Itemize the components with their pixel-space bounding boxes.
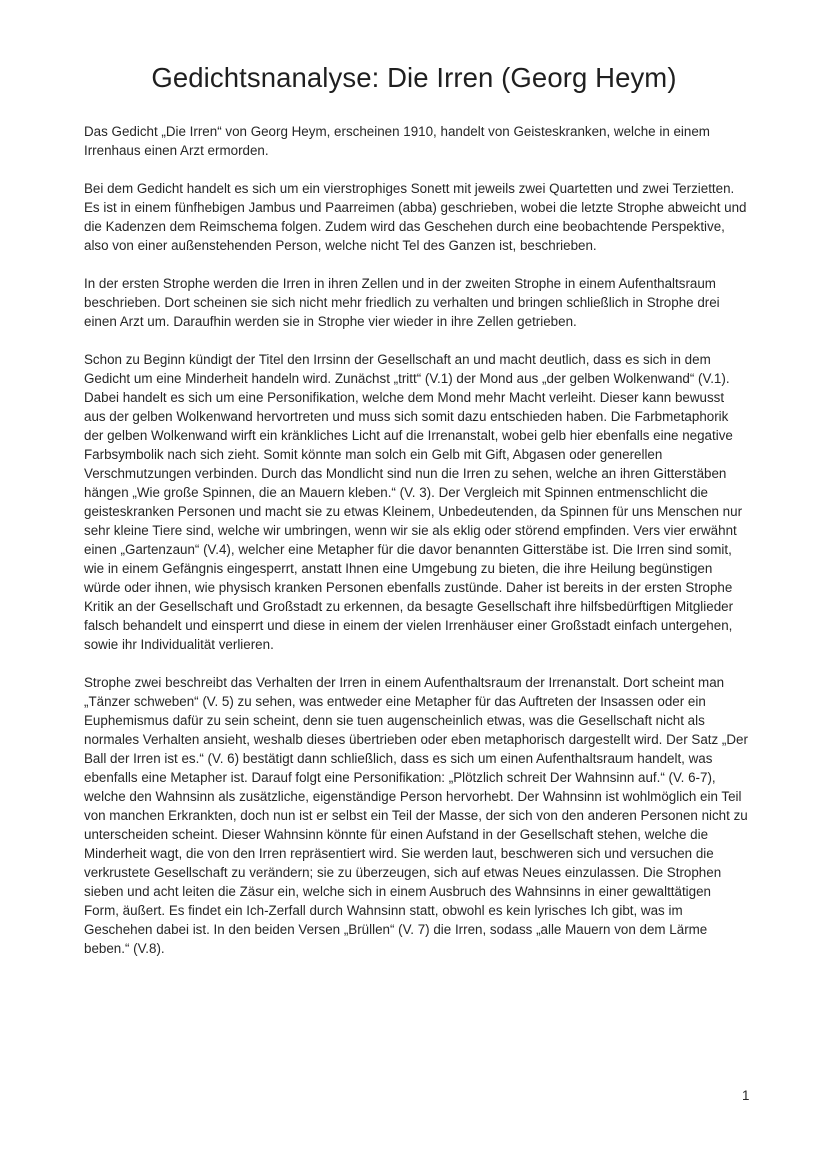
paragraph-strophe-one: Schon zu Beginn kündigt der Titel den Irrsinn der Gesellschaft an und macht deutlich, dass es sich in dem Gedicht um eine Minderheit handeln wird. Zunächst „tritt“ (V.1) der Mond aus „der gelben Wolkenwand“ (V.1). Dabei handelt es sich um eine Personifikation, welche dem Mond mehr Macht verleiht. Dieser kann bewusst aus der gelben Wolkenwand hervortreten und muss sich somit dazu entschieden haben. Die Farbmetaphorik der gelben Wolkenwand wirft ein kränkliches Licht auf die Irrenanstalt, wobei gelb hier ebenfalls eine negative Farbsymbolik nach sich zieht. Somit könnte man solch ein Gelb mit Gift, Abgasen oder generellen Verschmutzungen verbinden. Durch das Mondlicht sind nun die Irren zu sehen, welche an ihren Gitterstäben hängen „Wie große Spinnen, die an Mauern kleben.“ (V. 3). Der Vergleich mit Spinnen entmenschlicht die geisteskranken Personen und macht sie zu etwas Kleinem, Unbedeutenden, da Spinnen für uns Menschen nur sehr kleine Tiere sind, welche wir umbringen, wenn wir sie als eklig oder störend empfinden. Vers vier erwähnt einen „Gartenzaun“ (V.4), welcher eine Metapher für die davor benannten Gitterstäbe ist. Die Irren sind somit, wie in einem Gefängnis eingesperrt, anstatt Ihnen eine Umgebung zu bieten, die ihre Heilung begünstigen würde oder ihnen, wie physisch kranken Personen ebenfalls zustünde. Daher ist bereits in der ersten Strophe Kritik an der Gesellschaft und Großstadt zu erkennen, da besagte Gesellschaft ihre hilfsbedürftigen Mitglieder falsch behandelt und einsperrt und diese in einem der vielen Irrenhäuser einer Großstadt einfach untergehen, sowie ihr Individualität verlieren. (84, 352, 743, 652)
paragraph-summary: In der ersten Strophe werden die Irren in ihren Zellen und in der zweiten Strophe in einem Aufenthaltsraum beschrieben. Dort scheinen sie sich nicht mehr friedlich zu verhalten und bringen schließlich in Strophe drei einen Arzt um. Daraufhin werden sie in Strophe vier wieder in ihre Zellen getrieben. (84, 276, 720, 329)
page-number: 1 (742, 1088, 750, 1103)
paragraph-strophe-two: Strophe zwei beschreibt das Verhalten der Irren in einem Aufenthaltsraum der Irrenanstalt. Dort scheint man „Tänzer schweben“ (V. 5) zu sehen, was entweder eine Metapher für das Auftreten der Insassen oder ein Euphemismus dafür zu sein scheint, denn sie tuen augenscheinlich etwas, was die Gesellschaft nicht als normales Verhalten ansieht, weshalb dieses übertrieben oder eben metaphorisch dargestellt wird. Der Satz „Der Ball der Irren ist es.“ (V. 6) bestätigt dann schließlich, dass es sich um einen Aufenthaltsraum handelt, was ebenfalls eine Metapher ist. Darauf folgt eine Personifikation: „Plötzlich schreit Der Wahnsinn auf.“ (V. 6-7), welche den Wahnsinn als zusätzliche, eigenständige Person hervorhebt. Der Wahnsinn ist wohlmöglich ein Teil von manchen Erkrankten, doch nun ist er selbst ein Teil der Masse, der sich von den anderen Personen nicht zu unterscheiden scheint. Dieser Wahnsinn könnte für einen Aufstand in der Gesellschaft stehen, welche die Minderheit wagt, die von den Irren repräsentiert wird. Sie werden laut, beschweren sich und versuchen die verkrustete Gesellschaft zu verändern; sie zu überzeugen, sich auf etwas Neues einzulassen. Die Strophen sieben und acht leiten die Zäsur ein, welche sich in einem Ausbruch des Wahnsinns in einer gewalttätigen Form, äußert. Es findet ein Ich-Zerfall durch Wahnsinn statt, obwohl es kein lyrisches Ich gibt, was im Geschehen dabei ist. In den beiden Versen „Brüllen“ (V. 7) die Irren, sodass „alle Mauern von dem Lärme beben.“ (V.8). (84, 675, 748, 956)
page-title: Gedichtsnanalyse: Die Irren (Georg Heym) (151, 62, 677, 93)
paragraph-form: Bei dem Gedicht handelt es sich um ein vierstrophiges Sonett mit jeweils zwei Quartetten und zwei Terzietten. Es ist in einem fünfhebigen Jambus und Paarreimen (abba) geschrieben, wobei die letzte Strophe abweicht und die Kadenzen dem Reimschema folgen. Zudem wird das Geschehen durch eine beobachtende Perspektive, also von einer außenstehenden Person, welche nicht Tel des Ganzen ist, beschrieben. (84, 181, 747, 253)
paragraph-intro: Das Gedicht „Die Irren“ von Georg Heym, erscheinen 1910, handelt von Geisteskranken, welche in einem Irrenhaus einen Arzt ermorden. (84, 124, 710, 158)
document-body (84, 122, 748, 977)
